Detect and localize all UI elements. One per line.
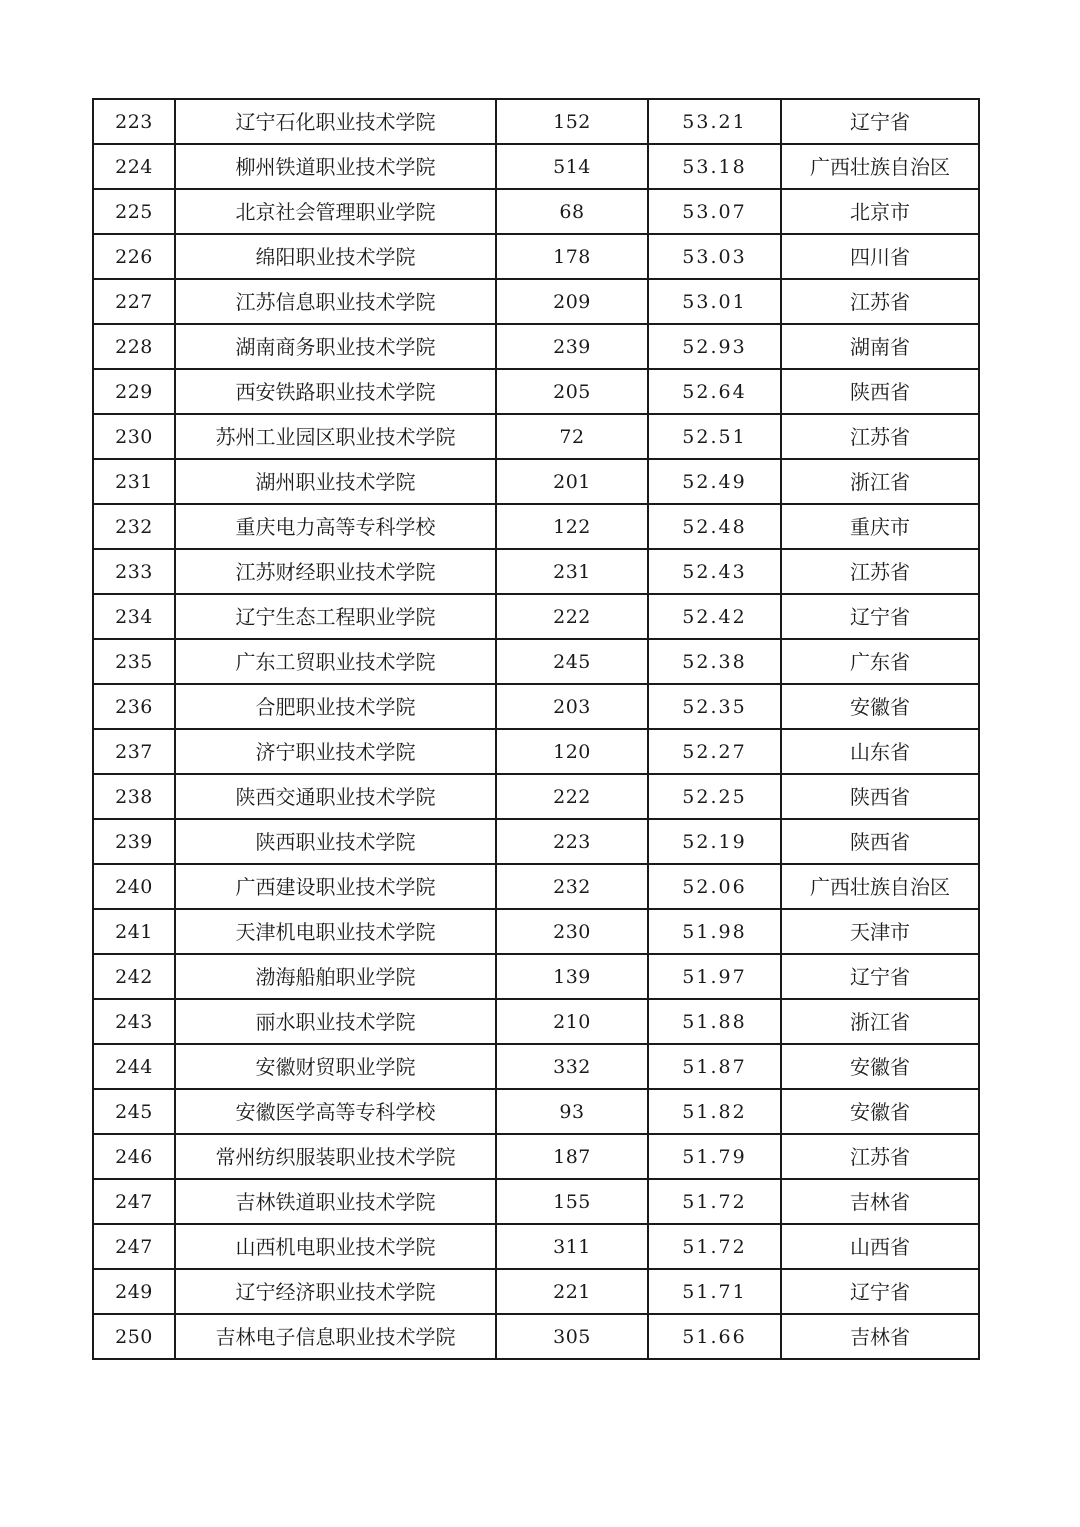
table-row bbox=[93, 1134, 979, 1179]
rank-cell: 236 bbox=[93, 684, 175, 729]
region-cell: 广西壮族自治区 bbox=[781, 144, 979, 189]
region-cell: 湖南省 bbox=[781, 324, 979, 369]
score-cell: 52.49 bbox=[648, 459, 781, 504]
rank-cell: 228 bbox=[93, 324, 175, 369]
school-name-cell: 山西机电职业技术学院 bbox=[175, 1224, 496, 1269]
region-cell: 辽宁省 bbox=[781, 99, 979, 144]
score-cell: 51.82 bbox=[648, 1089, 781, 1134]
rank-cell: 239 bbox=[93, 819, 175, 864]
score-cell: 52.64 bbox=[648, 369, 781, 414]
region-cell: 安徽省 bbox=[781, 1089, 979, 1134]
table-row bbox=[93, 1269, 979, 1314]
table-row bbox=[93, 279, 979, 324]
score-cell: 51.66 bbox=[648, 1314, 781, 1359]
school-name-cell: 北京社会管理职业学院 bbox=[175, 189, 496, 234]
score-cell: 52.93 bbox=[648, 324, 781, 369]
rank-cell: 226 bbox=[93, 234, 175, 279]
region-cell: 江苏省 bbox=[781, 549, 979, 594]
table-row bbox=[93, 594, 979, 639]
count-cell: 245 bbox=[496, 639, 648, 684]
rank-cell: 234 bbox=[93, 594, 175, 639]
score-cell: 53.21 bbox=[648, 99, 781, 144]
score-cell: 52.25 bbox=[648, 774, 781, 819]
score-cell: 52.42 bbox=[648, 594, 781, 639]
score-cell: 51.87 bbox=[648, 1044, 781, 1089]
table-row bbox=[93, 864, 979, 909]
table-row bbox=[93, 144, 979, 189]
score-cell: 52.19 bbox=[648, 819, 781, 864]
school-name-cell: 常州纺织服装职业技术学院 bbox=[175, 1134, 496, 1179]
school-name-cell: 湖州职业技术学院 bbox=[175, 459, 496, 504]
region-cell: 江苏省 bbox=[781, 1134, 979, 1179]
table-row bbox=[93, 639, 979, 684]
count-cell: 93 bbox=[496, 1089, 648, 1134]
ranking-table-body bbox=[93, 99, 979, 1359]
score-cell: 52.38 bbox=[648, 639, 781, 684]
count-cell: 221 bbox=[496, 1269, 648, 1314]
region-cell: 辽宁省 bbox=[781, 1269, 979, 1314]
rank-cell: 231 bbox=[93, 459, 175, 504]
score-cell: 51.72 bbox=[648, 1179, 781, 1224]
rank-cell: 232 bbox=[93, 504, 175, 549]
school-name-cell: 广西建设职业技术学院 bbox=[175, 864, 496, 909]
rank-cell: 249 bbox=[93, 1269, 175, 1314]
table-row bbox=[93, 729, 979, 774]
school-name-cell: 济宁职业技术学院 bbox=[175, 729, 496, 774]
region-cell: 安徽省 bbox=[781, 1044, 979, 1089]
count-cell: 232 bbox=[496, 864, 648, 909]
table-row bbox=[93, 1089, 979, 1134]
region-cell: 浙江省 bbox=[781, 459, 979, 504]
count-cell: 72 bbox=[496, 414, 648, 459]
rank-cell: 245 bbox=[93, 1089, 175, 1134]
count-cell: 210 bbox=[496, 999, 648, 1044]
count-cell: 139 bbox=[496, 954, 648, 999]
school-name-cell: 安徽财贸职业学院 bbox=[175, 1044, 496, 1089]
table-row bbox=[93, 99, 979, 144]
school-name-cell: 西安铁路职业技术学院 bbox=[175, 369, 496, 414]
school-name-cell: 苏州工业园区职业技术学院 bbox=[175, 414, 496, 459]
region-cell: 重庆市 bbox=[781, 504, 979, 549]
rank-cell: 244 bbox=[93, 1044, 175, 1089]
rank-cell: 247 bbox=[93, 1224, 175, 1269]
score-cell: 51.71 bbox=[648, 1269, 781, 1314]
rank-cell: 238 bbox=[93, 774, 175, 819]
count-cell: 222 bbox=[496, 594, 648, 639]
score-cell: 51.88 bbox=[648, 999, 781, 1044]
table-row bbox=[93, 1224, 979, 1269]
region-cell: 北京市 bbox=[781, 189, 979, 234]
table-row bbox=[93, 999, 979, 1044]
count-cell: 152 bbox=[496, 99, 648, 144]
school-name-cell: 合肥职业技术学院 bbox=[175, 684, 496, 729]
count-cell: 187 bbox=[496, 1134, 648, 1179]
count-cell: 122 bbox=[496, 504, 648, 549]
rank-cell: 242 bbox=[93, 954, 175, 999]
region-cell: 吉林省 bbox=[781, 1314, 979, 1359]
region-cell: 安徽省 bbox=[781, 684, 979, 729]
score-cell: 53.01 bbox=[648, 279, 781, 324]
region-cell: 陕西省 bbox=[781, 819, 979, 864]
school-name-cell: 天津机电职业技术学院 bbox=[175, 909, 496, 954]
school-name-cell: 广东工贸职业技术学院 bbox=[175, 639, 496, 684]
score-cell: 51.79 bbox=[648, 1134, 781, 1179]
rank-cell: 224 bbox=[93, 144, 175, 189]
rank-cell: 225 bbox=[93, 189, 175, 234]
school-name-cell: 丽水职业技术学院 bbox=[175, 999, 496, 1044]
table-row bbox=[93, 549, 979, 594]
region-cell: 陕西省 bbox=[781, 774, 979, 819]
region-cell: 山东省 bbox=[781, 729, 979, 774]
rank-cell: 246 bbox=[93, 1134, 175, 1179]
rank-cell: 247 bbox=[93, 1179, 175, 1224]
score-cell: 51.97 bbox=[648, 954, 781, 999]
count-cell: 209 bbox=[496, 279, 648, 324]
rank-cell: 235 bbox=[93, 639, 175, 684]
rank-cell: 229 bbox=[93, 369, 175, 414]
count-cell: 68 bbox=[496, 189, 648, 234]
table-row bbox=[93, 909, 979, 954]
count-cell: 230 bbox=[496, 909, 648, 954]
rank-cell: 233 bbox=[93, 549, 175, 594]
table-row bbox=[93, 1179, 979, 1224]
rank-cell: 230 bbox=[93, 414, 175, 459]
table-row bbox=[93, 1314, 979, 1359]
table-row bbox=[93, 414, 979, 459]
school-name-cell: 辽宁生态工程职业学院 bbox=[175, 594, 496, 639]
count-cell: 305 bbox=[496, 1314, 648, 1359]
count-cell: 201 bbox=[496, 459, 648, 504]
school-name-cell: 重庆电力高等专科学校 bbox=[175, 504, 496, 549]
rank-cell: 227 bbox=[93, 279, 175, 324]
table-row bbox=[93, 189, 979, 234]
table-row bbox=[93, 954, 979, 999]
count-cell: 239 bbox=[496, 324, 648, 369]
score-cell: 52.51 bbox=[648, 414, 781, 459]
table-row bbox=[93, 324, 979, 369]
table-row bbox=[93, 369, 979, 414]
rank-cell: 241 bbox=[93, 909, 175, 954]
count-cell: 178 bbox=[496, 234, 648, 279]
rank-cell: 243 bbox=[93, 999, 175, 1044]
count-cell: 222 bbox=[496, 774, 648, 819]
region-cell: 吉林省 bbox=[781, 1179, 979, 1224]
ranking-table bbox=[92, 98, 980, 1360]
school-name-cell: 吉林电子信息职业技术学院 bbox=[175, 1314, 496, 1359]
region-cell: 江苏省 bbox=[781, 279, 979, 324]
table-row bbox=[93, 504, 979, 549]
school-name-cell: 辽宁石化职业技术学院 bbox=[175, 99, 496, 144]
table-row bbox=[93, 234, 979, 279]
count-cell: 231 bbox=[496, 549, 648, 594]
count-cell: 120 bbox=[496, 729, 648, 774]
score-cell: 53.07 bbox=[648, 189, 781, 234]
score-cell: 52.43 bbox=[648, 549, 781, 594]
score-cell: 53.03 bbox=[648, 234, 781, 279]
table-row bbox=[93, 684, 979, 729]
school-name-cell: 渤海船舶职业学院 bbox=[175, 954, 496, 999]
region-cell: 广西壮族自治区 bbox=[781, 864, 979, 909]
table-row bbox=[93, 1044, 979, 1089]
score-cell: 52.35 bbox=[648, 684, 781, 729]
school-name-cell: 湖南商务职业技术学院 bbox=[175, 324, 496, 369]
score-cell: 52.27 bbox=[648, 729, 781, 774]
rank-cell: 237 bbox=[93, 729, 175, 774]
rank-cell: 240 bbox=[93, 864, 175, 909]
region-cell: 广东省 bbox=[781, 639, 979, 684]
school-name-cell: 柳州铁道职业技术学院 bbox=[175, 144, 496, 189]
region-cell: 浙江省 bbox=[781, 999, 979, 1044]
table-row bbox=[93, 774, 979, 819]
count-cell: 223 bbox=[496, 819, 648, 864]
score-cell: 51.98 bbox=[648, 909, 781, 954]
count-cell: 203 bbox=[496, 684, 648, 729]
region-cell: 江苏省 bbox=[781, 414, 979, 459]
region-cell: 山西省 bbox=[781, 1224, 979, 1269]
school-name-cell: 绵阳职业技术学院 bbox=[175, 234, 496, 279]
table-row bbox=[93, 459, 979, 504]
school-name-cell: 陕西职业技术学院 bbox=[175, 819, 496, 864]
region-cell: 陕西省 bbox=[781, 369, 979, 414]
rank-cell: 223 bbox=[93, 99, 175, 144]
rank-cell: 250 bbox=[93, 1314, 175, 1359]
count-cell: 514 bbox=[496, 144, 648, 189]
region-cell: 辽宁省 bbox=[781, 954, 979, 999]
school-name-cell: 江苏信息职业技术学院 bbox=[175, 279, 496, 324]
score-cell: 52.06 bbox=[648, 864, 781, 909]
count-cell: 155 bbox=[496, 1179, 648, 1224]
region-cell: 四川省 bbox=[781, 234, 979, 279]
region-cell: 辽宁省 bbox=[781, 594, 979, 639]
table-row bbox=[93, 819, 979, 864]
score-cell: 51.72 bbox=[648, 1224, 781, 1269]
score-cell: 53.18 bbox=[648, 144, 781, 189]
school-name-cell: 陕西交通职业技术学院 bbox=[175, 774, 496, 819]
count-cell: 205 bbox=[496, 369, 648, 414]
school-name-cell: 安徽医学高等专科学校 bbox=[175, 1089, 496, 1134]
count-cell: 311 bbox=[496, 1224, 648, 1269]
region-cell: 天津市 bbox=[781, 909, 979, 954]
score-cell: 52.48 bbox=[648, 504, 781, 549]
school-name-cell: 江苏财经职业技术学院 bbox=[175, 549, 496, 594]
school-name-cell: 吉林铁道职业技术学院 bbox=[175, 1179, 496, 1224]
school-name-cell: 辽宁经济职业技术学院 bbox=[175, 1269, 496, 1314]
count-cell: 332 bbox=[496, 1044, 648, 1089]
